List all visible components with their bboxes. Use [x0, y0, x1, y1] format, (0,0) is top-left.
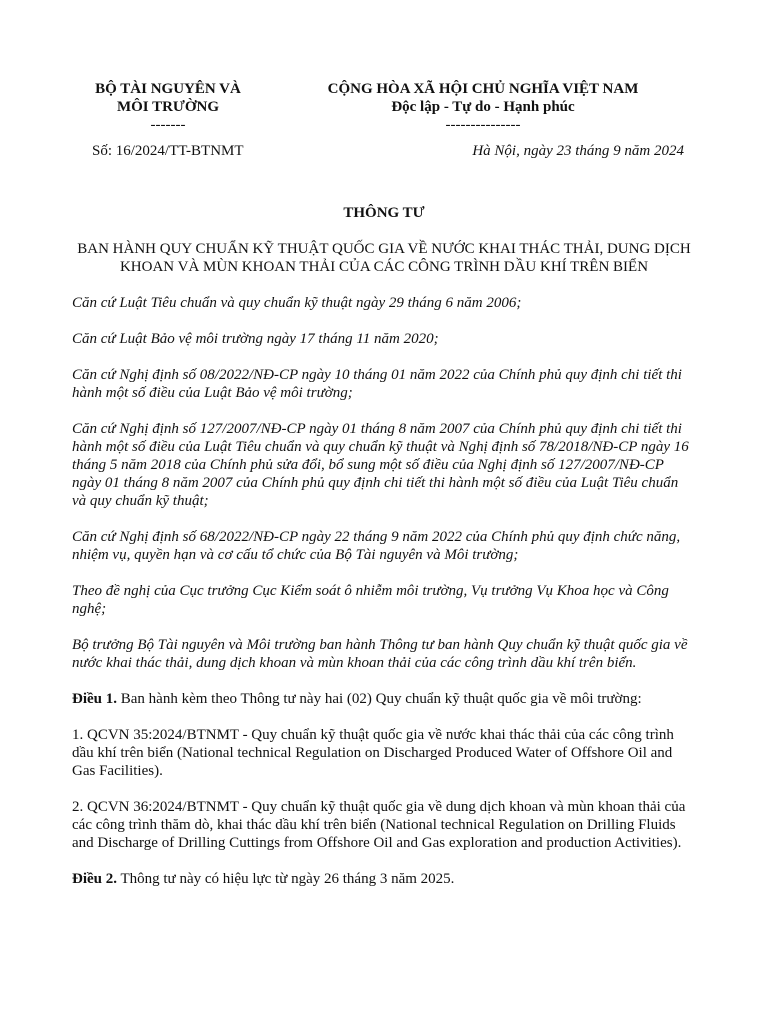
article-2-text: Thông tư này có hiệu lực từ ngày 26 tháng 3 năm 2025.: [117, 871, 455, 887]
preamble-paragraph: Căn cứ Nghị định số 08/2022/NĐ-CP ngày 10 tháng 01 năm 2022 của Chính phủ quy định chi tiết thi hành một số điều của Luật Bảo vệ môi trường;: [72, 367, 682, 401]
national-motto: Độc lập - Tự do - Hạnh phúc: [391, 99, 575, 115]
agency-divider: -------: [150, 117, 186, 133]
preamble-paragraph: Căn cứ Luật Tiêu chuẩn và quy chuẩn kỹ thuật ngày 29 tháng 6 năm 2006;: [72, 295, 522, 311]
motto-divider: ---------------: [445, 117, 521, 133]
document-subtitle: BAN HÀNH QUY CHUẨN KỸ THUẬT QUỐC GIA VỀ NƯỚC KHAI THÁC THẢI, DUNG DỊCH KHOAN VÀ MÙN KHOAN THẢI CỦA CÁC CÔNG TRÌNH DẦU KHÍ TRÊN BIỂN: [77, 241, 691, 275]
article-2: [72, 870, 696, 888]
preamble-paragraph: Căn cứ Nghị định số 127/2007/NĐ-CP ngày 01 tháng 8 năm 2007 của Chính phủ quy định chi tiết thi hành một số điều của Luật Tiêu chuẩn và quy chuẩn kỹ thuật và Nghị định số 78/2018/NĐ-CP ngày 16 tháng 5 năm 2018 của Chính phủ sửa đổi, bổ sung một số điều của Nghị định số 127/2007/NĐ-CP ngày 01 tháng 8 năm 2007 của Chính phủ quy định chi tiết thi hành một số điều của Luật Tiêu chuẩn và quy chuẩn kỹ thuật;: [72, 421, 689, 509]
preamble-paragraph: Căn cứ Nghị định số 68/2022/NĐ-CP ngày 22 tháng 9 năm 2022 của Chính phủ quy định chức năng, nhiệm vụ, quyền hạn và cơ cấu tổ chức của Bộ Tài nguyên và Môi trường;: [72, 529, 681, 563]
national-title: [294, 80, 672, 134]
preamble-paragraph: Theo đề nghị của Cục trưởng Cục Kiểm soát ô nhiễm môi trường, Vụ trưởng Vụ Khoa học và Công nghệ;: [72, 583, 669, 617]
article-1: [72, 690, 696, 708]
regulation-item: 1. QCVN 35:2024/BTNMT - Quy chuẩn kỹ thuật quốc gia về nước khai thác thải của các công trình dầu khí trên biển (National technical Regulation on Discharged Produced Water of Offshore Oil and Gas Facilities).: [72, 727, 674, 779]
agency-name-line2: MÔI TRƯỜNG: [116, 99, 220, 115]
issuing-agency: [72, 80, 264, 134]
article-2-label: Điều 2.: [72, 871, 117, 887]
republic-name: CỘNG HÒA XÃ HỘI CHỦ NGHĨA VIỆT NAM: [327, 81, 639, 97]
issue-date: Hà Nội, ngày 23 tháng 9 năm 2024: [472, 143, 684, 159]
preamble-paragraph: Bộ trưởng Bộ Tài nguyên và Môi trường ban hành Thông tư ban hành Quy chuẩn kỹ thuật quốc gia về nước khai thác thải, dung dịch khoan và mùn khoan thải của các công trình dầu khí trên biển.: [72, 637, 688, 671]
document-type-title: THÔNG TƯ: [343, 205, 425, 221]
article-1-text: Ban hành kèm theo Thông tư này hai (02) Quy chuẩn kỹ thuật quốc gia về môi trường:: [117, 691, 642, 707]
agency-name-line1: BỘ TÀI NGUYÊN VÀ: [95, 81, 241, 97]
document-body: [72, 294, 696, 906]
preamble-paragraph: Căn cứ Luật Bảo vệ môi trường ngày 17 tháng 11 năm 2020;: [72, 331, 439, 347]
regulation-item: 2. QCVN 36:2024/BTNMT - Quy chuẩn kỹ thuật quốc gia về dung dịch khoan và mùn khoan thải của các công trình thăm dò, khai thác dầu khí trên biển (National technical Regulation on Drilling Fluids and Discharge of Drilling Cuttings from Offshore Oil and Gas exploration and production Activities).: [72, 799, 686, 851]
article-1-label: Điều 1.: [72, 691, 117, 707]
document-header: [72, 80, 696, 170]
document-number: Số: 16/2024/TT-BTNMT: [92, 143, 244, 159]
